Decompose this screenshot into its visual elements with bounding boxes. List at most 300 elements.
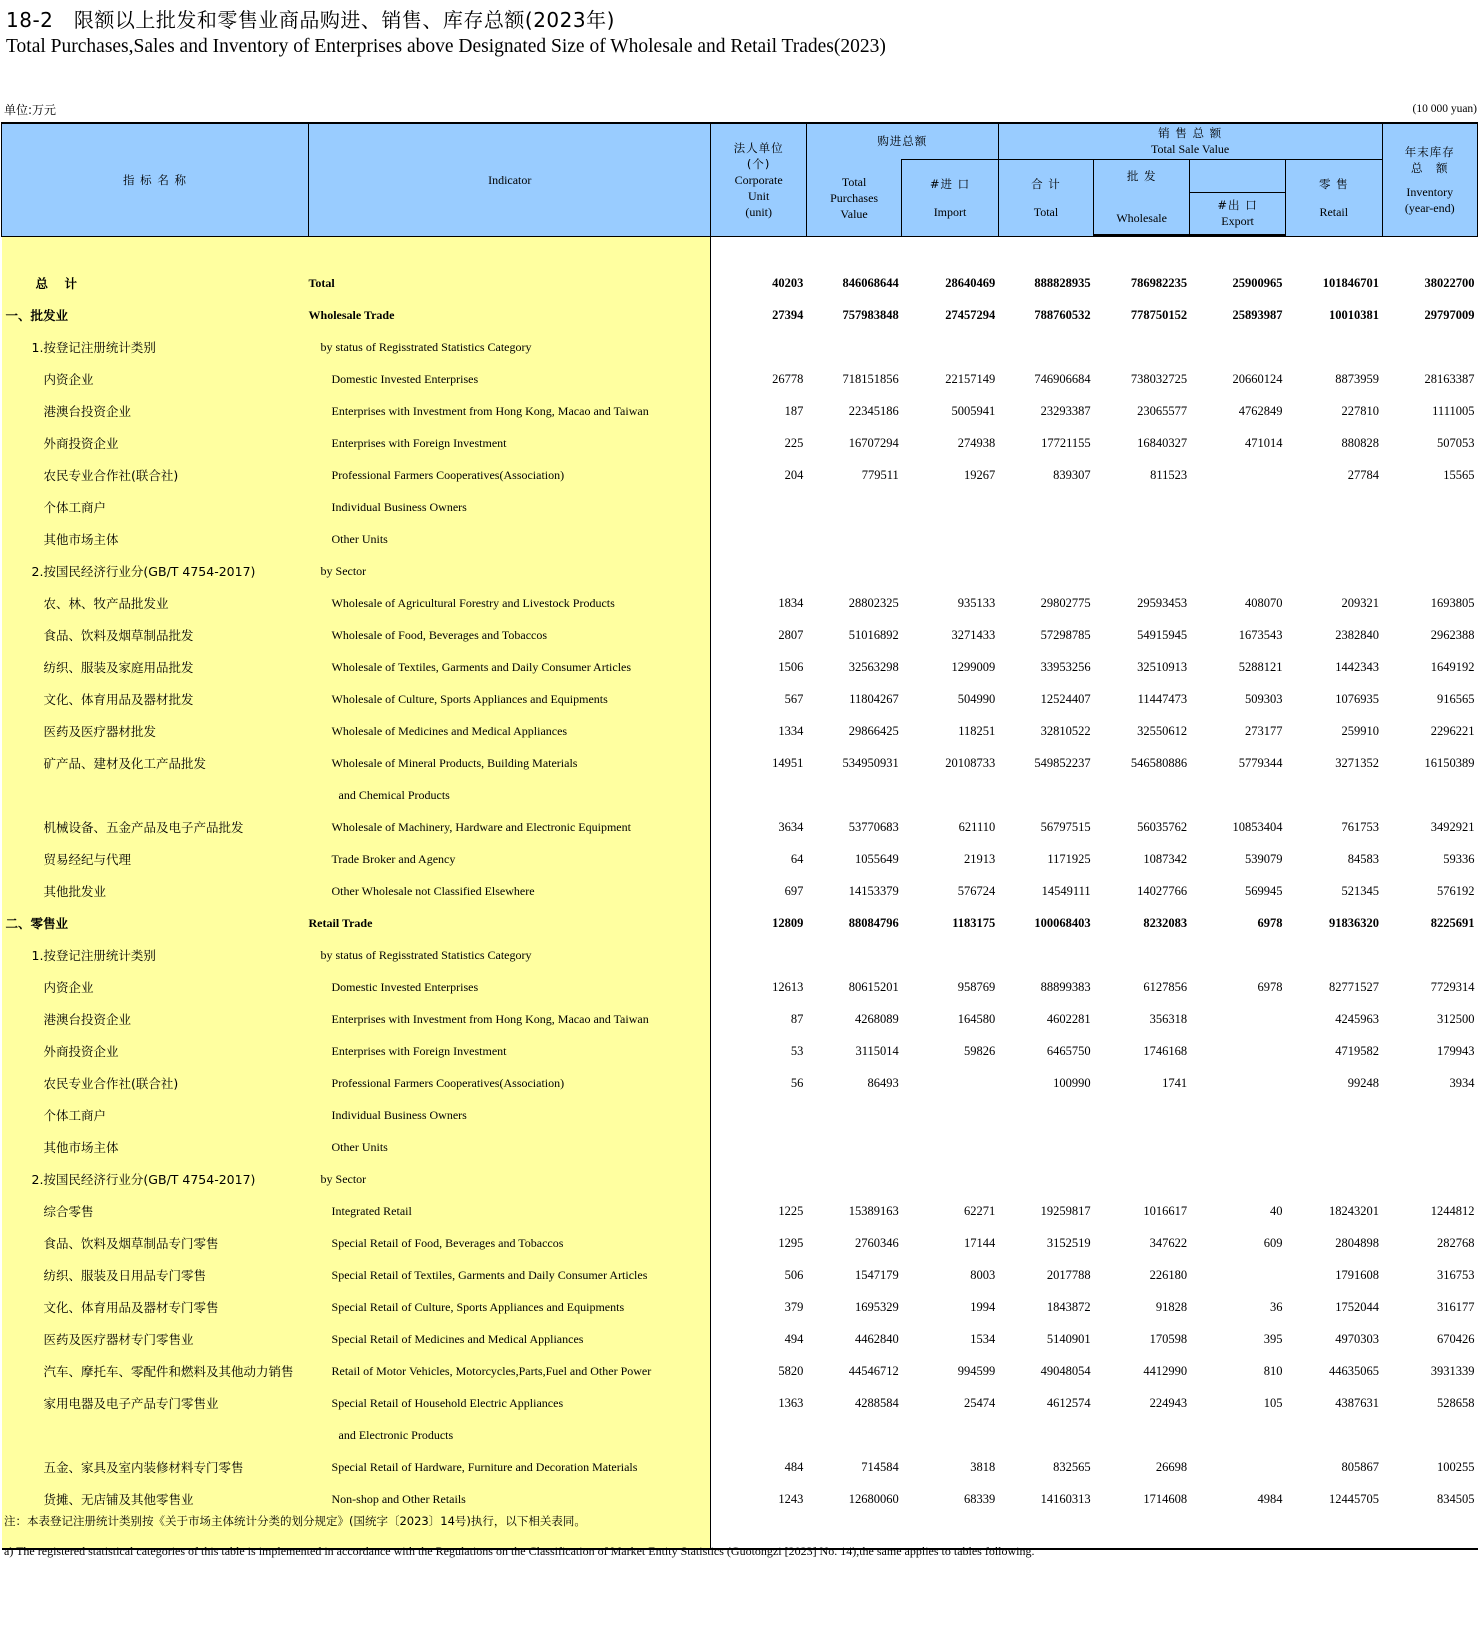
inventory-cell: 2962388 xyxy=(1430,627,1475,642)
inventory-cell: 3492921 xyxy=(1430,819,1475,834)
purchases-cell: 88084796 xyxy=(848,915,899,930)
import-cell: 994599 xyxy=(957,1363,996,1378)
row-label-cn: 内资企业 xyxy=(2,971,309,1003)
table-row xyxy=(2,491,1478,523)
inventory-cell xyxy=(1382,1131,1477,1163)
sales-total-cell: 19259817 xyxy=(1040,1203,1091,1218)
table-row xyxy=(2,715,1478,747)
wholesale-cell: 32550612 xyxy=(1137,723,1188,738)
purchases-cell: 1695329 xyxy=(855,1299,899,1314)
table-row xyxy=(2,651,1478,683)
table-row xyxy=(2,1003,1478,1035)
corporate-unit-cell: 1225 xyxy=(778,1203,804,1218)
import-cell xyxy=(902,939,998,971)
purchases-cell: 80615201 xyxy=(848,979,899,994)
inventory-cell: 100255 xyxy=(1437,1459,1475,1474)
header-wholesale-en: Wholesale xyxy=(1094,192,1189,235)
row-label-cn: 食品、饮料及烟草制品专门零售 xyxy=(2,1227,309,1259)
import-cell: 8003 xyxy=(970,1267,996,1282)
wholesale-cell xyxy=(1094,1419,1190,1451)
table-row xyxy=(2,875,1478,907)
export-cell xyxy=(1190,1163,1285,1195)
row-label-cn: 个体工商户 xyxy=(2,491,309,523)
import-cell: 164580 xyxy=(957,1011,996,1026)
export-cell: 5288121 xyxy=(1238,659,1283,674)
row-label-en: by Sector xyxy=(309,555,711,587)
import-cell xyxy=(902,523,998,555)
corporate-unit-cell: 1295 xyxy=(778,1235,804,1250)
export-cell xyxy=(1190,1419,1285,1451)
wholesale-cell: 23065577 xyxy=(1137,403,1188,418)
row-label-cn: 医药及医疗器材专门零售业 xyxy=(2,1323,309,1355)
wholesale-cell: 14027766 xyxy=(1137,883,1188,898)
table-row xyxy=(2,395,1478,427)
inventory-cell: 507053 xyxy=(1437,435,1475,450)
purchases-cell: 779511 xyxy=(861,467,899,482)
header-sales-total: 合 计 Total xyxy=(998,159,1093,237)
export-cell xyxy=(1190,331,1285,363)
statistics-table xyxy=(1,122,1478,1550)
export-cell: 408070 xyxy=(1245,595,1283,610)
row-label-en: Wholesale of Food, Beverages and Tobaccos xyxy=(309,619,711,651)
row-label-cn: 1.按登记注册统计类别 xyxy=(2,939,309,971)
export-cell xyxy=(1190,1035,1285,1067)
inventory-cell xyxy=(1382,1419,1477,1451)
wholesale-cell xyxy=(1094,331,1190,363)
wholesale-cell: 170598 xyxy=(1149,1331,1188,1346)
row-label-cn: 外商投资企业 xyxy=(2,1035,309,1067)
table-row xyxy=(2,523,1478,555)
import-cell xyxy=(902,555,998,587)
retail-cell: 27784 xyxy=(1347,467,1380,482)
retail-cell: 4970303 xyxy=(1335,1331,1380,1346)
header-inventory: 年末库存 总 额 Inventory (year-end) xyxy=(1382,123,1477,237)
row-label-cn: 农、林、牧产品批发业 xyxy=(2,587,309,619)
inventory-cell xyxy=(1382,1163,1477,1195)
import-cell: 25474 xyxy=(964,1395,996,1410)
row-label-cn: 农民专业合作社(联合社) xyxy=(2,1067,309,1099)
purchases-cell xyxy=(806,779,901,811)
header-corporate-unit: 法人单位 (个) Corporate Unit (unit) xyxy=(711,123,806,237)
wholesale-cell: 4412990 xyxy=(1143,1363,1188,1378)
table-row xyxy=(2,459,1478,491)
inventory-cell: 59336 xyxy=(1443,851,1475,866)
purchases-cell xyxy=(806,491,901,523)
import-cell: 68339 xyxy=(964,1491,996,1506)
table-row xyxy=(2,683,1478,715)
inventory-cell: 316753 xyxy=(1437,1267,1475,1282)
table-body xyxy=(2,237,1478,1550)
sales-total-cell: 23293387 xyxy=(1040,403,1091,418)
inventory-cell: 29797009 xyxy=(1424,307,1475,322)
inventory-cell: 1244812 xyxy=(1430,1203,1475,1218)
wholesale-cell xyxy=(1094,555,1190,587)
corporate-unit-cell: 1363 xyxy=(778,1395,804,1410)
row-label-cn: 贸易经纪与代理 xyxy=(2,843,309,875)
retail-cell: 82771527 xyxy=(1329,979,1380,994)
row-label-cn: 总 计 xyxy=(2,267,309,299)
footnote-chinese: 注：本表登记注册统计类别按《关于市场主体统计分类的划分规定》(国统字〔2023〕14号)执行，以下相关表同。 xyxy=(4,1514,586,1528)
table-row xyxy=(2,747,1478,779)
purchases-cell: 12680060 xyxy=(848,1491,899,1506)
export-cell xyxy=(1190,779,1285,811)
table-row xyxy=(2,267,1478,299)
row-label-cn: 医药及医疗器材批发 xyxy=(2,715,309,747)
export-cell: 5779344 xyxy=(1238,755,1283,770)
import-cell: 935133 xyxy=(957,595,996,610)
purchases-cell: 22345186 xyxy=(848,403,899,418)
inventory-cell: 834505 xyxy=(1437,1491,1475,1506)
table-row xyxy=(2,1483,1478,1515)
table-row xyxy=(2,939,1478,971)
sales-total-cell xyxy=(998,1163,1093,1195)
import-cell xyxy=(902,1419,998,1451)
wholesale-cell: 1746168 xyxy=(1143,1043,1188,1058)
row-label-cn: 内资企业 xyxy=(2,363,309,395)
sales-total-cell xyxy=(998,1131,1093,1163)
retail-cell xyxy=(1286,523,1382,555)
purchases-cell: 1055649 xyxy=(855,851,899,866)
import-cell: 504990 xyxy=(957,691,996,706)
retail-cell: 805867 xyxy=(1341,1459,1380,1474)
table-row xyxy=(2,331,1478,363)
purchases-cell: 86493 xyxy=(867,1075,899,1090)
row-label-cn: 2.按国民经济行业分(GB/T 4754-2017) xyxy=(2,1163,309,1195)
wholesale-cell: 1087342 xyxy=(1143,851,1188,866)
row-label-en: by status of Regisstrated Statistics Category xyxy=(309,939,711,971)
sales-total-cell: 29802775 xyxy=(1040,595,1091,610)
table-row xyxy=(2,1131,1478,1163)
export-cell: 25893987 xyxy=(1232,307,1283,322)
corporate-unit-cell xyxy=(711,331,806,363)
export-cell: 6978 xyxy=(1257,979,1283,994)
corporate-unit-cell: 494 xyxy=(784,1331,804,1346)
retail-cell: 10010381 xyxy=(1329,307,1380,322)
wholesale-cell: 1016617 xyxy=(1143,1203,1188,1218)
wholesale-cell: 16840327 xyxy=(1137,435,1188,450)
wholesale-cell: 356318 xyxy=(1149,1011,1188,1026)
row-label-cn: 汽车、摩托车、零配件和燃料及其他动力销售 xyxy=(2,1355,309,1387)
row-label-en: Other Units xyxy=(309,523,711,555)
corporate-unit-cell: 12613 xyxy=(772,979,804,994)
sales-total-cell xyxy=(998,331,1093,363)
table-row xyxy=(2,299,1478,331)
table-row xyxy=(2,1163,1478,1195)
export-cell: 36 xyxy=(1270,1299,1283,1314)
retail-cell xyxy=(1286,555,1382,587)
import-cell: 1299009 xyxy=(951,659,996,674)
row-label-en: Trade Broker and Agency xyxy=(309,843,711,875)
sales-total-cell: 3152519 xyxy=(1046,1235,1091,1250)
row-label-cn: 港澳台投资企业 xyxy=(2,395,309,427)
purchases-cell: 14153379 xyxy=(848,883,899,898)
import-cell: 19267 xyxy=(964,467,996,482)
unit-label-chinese: 单位:万元 xyxy=(4,103,57,117)
sales-total-cell: 1843872 xyxy=(1046,1299,1091,1314)
corporate-unit-cell: 379 xyxy=(784,1299,804,1314)
row-label-cn: 农民专业合作社(联合社) xyxy=(2,459,309,491)
import-cell: 3271433 xyxy=(951,627,996,642)
row-label-cn: 五金、家具及室内装修材料专门零售 xyxy=(2,1451,309,1483)
table-row xyxy=(2,427,1478,459)
corporate-unit-cell xyxy=(711,779,806,811)
sales-total-cell xyxy=(998,939,1093,971)
import-cell: 5005941 xyxy=(951,403,996,418)
corporate-unit-cell: 14951 xyxy=(772,755,804,770)
sales-total-cell: 6465750 xyxy=(1046,1043,1091,1058)
row-label-en: Non-shop and Other Retails xyxy=(309,1483,711,1515)
inventory-cell: 282768 xyxy=(1437,1235,1475,1250)
wholesale-cell xyxy=(1094,1131,1190,1163)
corporate-unit-cell xyxy=(711,1131,806,1163)
retail-cell: 1791608 xyxy=(1335,1267,1380,1282)
corporate-unit-cell: 225 xyxy=(784,435,804,450)
corporate-unit-cell: 1243 xyxy=(778,1491,804,1506)
wholesale-cell xyxy=(1094,491,1190,523)
inventory-cell: 7729314 xyxy=(1430,979,1475,994)
retail-cell: 8873959 xyxy=(1335,371,1380,386)
purchases-cell: 11804267 xyxy=(849,691,899,706)
retail-cell: 259910 xyxy=(1341,723,1380,738)
export-cell: 395 xyxy=(1263,1331,1283,1346)
import-cell: 17144 xyxy=(964,1235,996,1250)
row-label-cn: 2.按国民经济行业分(GB/T 4754-2017) xyxy=(2,555,309,587)
table-row xyxy=(2,1419,1478,1451)
wholesale-cell xyxy=(1094,1163,1190,1195)
sales-total-cell: 4602281 xyxy=(1046,1011,1091,1026)
export-cell: 569945 xyxy=(1245,883,1283,898)
row-label-en: Other Wholesale not Classified Elsewhere xyxy=(309,875,711,907)
wholesale-cell xyxy=(1094,779,1190,811)
table-row xyxy=(2,1323,1478,1355)
row-label-en: Individual Business Owners xyxy=(309,491,711,523)
corporate-unit-cell: 697 xyxy=(784,883,804,898)
inventory-cell: 316177 xyxy=(1437,1299,1475,1314)
wholesale-cell: 811523 xyxy=(1150,467,1188,482)
footnote-english: a) The registered statistical categories of this table is implemented in accordance with the Regulations on the Classification of Market Entity Statistics (Guotongzi [2023] No. 14),the same applies to tables following. xyxy=(4,1544,1035,1558)
row-label-cn: 机械设备、五金产品及电子产品批发 xyxy=(2,811,309,843)
table-row xyxy=(2,1291,1478,1323)
row-label-cn: 文化、体育用品及器材批发 xyxy=(2,683,309,715)
row-label-cn: 矿产品、建材及化工产品批发 xyxy=(2,747,309,779)
inventory-cell: 576192 xyxy=(1437,883,1475,898)
corporate-unit-cell xyxy=(711,939,806,971)
wholesale-cell: 56035762 xyxy=(1137,819,1188,834)
export-cell xyxy=(1190,1259,1285,1291)
table-row xyxy=(2,1451,1478,1483)
export-cell xyxy=(1190,1003,1285,1035)
export-cell xyxy=(1190,1451,1285,1483)
purchases-cell: 2760346 xyxy=(855,1235,899,1250)
inventory-cell: 8225691 xyxy=(1430,915,1475,930)
sales-total-cell: 4612574 xyxy=(1046,1395,1091,1410)
retail-cell: 2804898 xyxy=(1335,1235,1380,1250)
export-cell xyxy=(1190,491,1285,523)
row-label-cn: 一、批发业 xyxy=(2,299,309,331)
corporate-unit-cell: 12809 xyxy=(772,915,804,930)
retail-cell: 84583 xyxy=(1347,851,1380,866)
import-cell: 958769 xyxy=(957,979,996,994)
sales-total-cell: 14160313 xyxy=(1040,1491,1091,1506)
purchases-cell: 3115014 xyxy=(855,1043,899,1058)
row-label-en: Domestic Invested Enterprises xyxy=(309,363,711,395)
retail-cell: 1442343 xyxy=(1335,659,1380,674)
import-cell: 62271 xyxy=(964,1203,996,1218)
purchases-cell: 846068644 xyxy=(842,275,899,290)
row-label-cn: 文化、体育用品及器材专门零售 xyxy=(2,1291,309,1323)
retail-cell xyxy=(1286,779,1382,811)
import-cell: 3818 xyxy=(970,1459,996,1474)
inventory-cell: 179943 xyxy=(1437,1043,1475,1058)
export-cell: 6978 xyxy=(1257,915,1283,930)
sales-total-cell xyxy=(998,555,1093,587)
inventory-cell: 1111005 xyxy=(1432,403,1475,418)
wholesale-cell: 347622 xyxy=(1149,1235,1188,1250)
export-cell: 40 xyxy=(1270,1203,1283,1218)
import-cell: 59826 xyxy=(964,1043,996,1058)
row-label-en: Enterprises with Foreign Investment xyxy=(309,427,711,459)
corporate-unit-cell: 484 xyxy=(784,1459,804,1474)
import-cell: 1183175 xyxy=(952,915,996,930)
wholesale-cell: 546580886 xyxy=(1130,755,1188,770)
row-label-en: Special Retail of Food, Beverages and Tobaccos xyxy=(309,1227,711,1259)
corporate-unit-cell: 1334 xyxy=(778,723,804,738)
corporate-unit-cell xyxy=(711,523,806,555)
retail-cell: 99248 xyxy=(1347,1075,1380,1090)
purchases-cell: 32563298 xyxy=(848,659,899,674)
wholesale-cell: 786982235 xyxy=(1130,275,1188,290)
wholesale-cell: 226180 xyxy=(1149,1267,1188,1282)
row-label-en: Domestic Invested Enterprises xyxy=(309,971,711,1003)
inventory-cell xyxy=(1382,555,1477,587)
purchases-cell: 15389163 xyxy=(848,1203,899,1218)
row-label-en: Enterprises with Foreign Investment xyxy=(309,1035,711,1067)
inventory-cell: 1693805 xyxy=(1430,595,1475,610)
sales-total-cell xyxy=(998,491,1093,523)
retail-cell xyxy=(1286,331,1382,363)
row-label-cn: 纺织、服装及日用品专门零售 xyxy=(2,1259,309,1291)
row-label-cn xyxy=(2,779,309,811)
wholesale-cell: 738032725 xyxy=(1130,371,1188,386)
sales-total-cell: 14549111 xyxy=(1041,883,1091,898)
row-label-en: Wholesale of Mineral Products, Building Materials xyxy=(309,747,711,779)
export-cell xyxy=(1190,1067,1285,1099)
retail-cell xyxy=(1286,1163,1382,1195)
header-wholesale: 批 发 xyxy=(1094,160,1189,193)
retail-cell xyxy=(1286,1131,1382,1163)
sales-total-cell: 746906684 xyxy=(1034,371,1091,386)
inventory-cell: 312500 xyxy=(1437,1011,1475,1026)
corporate-unit-cell: 2807 xyxy=(778,627,804,642)
corporate-unit-cell xyxy=(711,555,806,587)
row-label-en: Special Retail of Textiles, Garments and Daily Consumer Articles xyxy=(309,1259,711,1291)
inventory-cell xyxy=(1382,331,1477,363)
table-row xyxy=(2,1195,1478,1227)
wholesale-cell: 11447473 xyxy=(1137,691,1188,706)
export-cell xyxy=(1190,555,1285,587)
sales-total-cell: 17721155 xyxy=(1041,435,1091,450)
header-indicator-cn: 指 标 名 称 xyxy=(2,123,309,237)
retail-cell: 227810 xyxy=(1341,403,1380,418)
export-cell: 20660124 xyxy=(1232,371,1283,386)
row-label-cn: 其他市场主体 xyxy=(2,523,309,555)
import-cell: 621110 xyxy=(958,819,996,834)
export-cell: 471014 xyxy=(1245,435,1283,450)
sales-total-cell: 100990 xyxy=(1053,1075,1091,1090)
header-wholesale-group xyxy=(1094,159,1286,237)
sales-total-cell: 832565 xyxy=(1053,1459,1091,1474)
corporate-unit-cell xyxy=(711,491,806,523)
inventory-cell xyxy=(1382,939,1477,971)
retail-cell: 2382840 xyxy=(1335,627,1380,642)
page-title-chinese: 18-2 限额以上批发和零售业商品购进、销售、库存总额(2023年) xyxy=(6,8,615,32)
import-cell: 27457294 xyxy=(945,307,996,322)
import-cell: 28640469 xyxy=(945,275,996,290)
corporate-unit-cell: 87 xyxy=(790,1011,804,1026)
row-label-en: Special Retail of Household Electric Appliances xyxy=(309,1387,711,1419)
export-cell: 509303 xyxy=(1245,691,1283,706)
purchases-cell xyxy=(806,1163,901,1195)
purchases-cell xyxy=(806,939,901,971)
wholesale-cell xyxy=(1094,1099,1190,1131)
import-cell: 21913 xyxy=(964,851,996,866)
row-label-en: Wholesale of Culture, Sports Appliances and Equipments xyxy=(309,683,711,715)
inventory-cell: 16150389 xyxy=(1424,755,1475,770)
export-cell: 609 xyxy=(1263,1235,1283,1250)
sales-total-cell: 2017788 xyxy=(1046,1267,1091,1282)
purchases-cell: 757983848 xyxy=(842,307,899,322)
retail-cell: 4387631 xyxy=(1335,1395,1380,1410)
table-row xyxy=(2,1035,1478,1067)
inventory-cell xyxy=(1382,491,1477,523)
row-label-en: Wholesale of Agricultural Forestry and Livestock Products xyxy=(309,587,711,619)
row-label-en: Total xyxy=(309,267,711,299)
wholesale-cell: 8232083 xyxy=(1143,915,1188,930)
retail-cell xyxy=(1286,1419,1382,1451)
purchases-cell: 28802325 xyxy=(848,595,899,610)
unit-label-english: (10 000 yuan) xyxy=(1412,103,1477,115)
sales-total-cell: 1171925 xyxy=(1047,851,1091,866)
retail-cell: 880828 xyxy=(1341,435,1380,450)
row-label-cn: 货摊、无店铺及其他零售业 xyxy=(2,1483,309,1515)
import-cell xyxy=(902,779,998,811)
table-row xyxy=(2,1259,1478,1291)
corporate-unit-cell: 26778 xyxy=(772,371,804,386)
page-title-english: Total Purchases,Sales and Inventory of Enterprises above Designated Size of Wholesale and Retail Trades(2023) xyxy=(6,36,886,57)
retail-cell: 209321 xyxy=(1341,595,1380,610)
wholesale-cell: 6127856 xyxy=(1143,979,1188,994)
spacer-row xyxy=(2,237,1478,268)
row-label-en: Integrated Retail xyxy=(309,1195,711,1227)
wholesale-cell: 1714608 xyxy=(1143,1491,1188,1506)
table-row xyxy=(2,1355,1478,1387)
sales-total-cell: 57298785 xyxy=(1040,627,1091,642)
sales-total-cell: 12524407 xyxy=(1040,691,1091,706)
export-cell: 810 xyxy=(1263,1363,1283,1378)
purchases-cell: 53770683 xyxy=(848,819,899,834)
retail-cell: 1752044 xyxy=(1335,1299,1380,1314)
retail-cell: 4245963 xyxy=(1335,1011,1380,1026)
purchases-cell xyxy=(806,523,901,555)
row-label-cn: 食品、饮料及烟草制品批发 xyxy=(2,619,309,651)
export-cell: 4984 xyxy=(1257,1491,1283,1506)
inventory-cell: 38022700 xyxy=(1424,275,1475,290)
retail-cell: 18243201 xyxy=(1329,1203,1380,1218)
retail-cell: 3271352 xyxy=(1335,755,1380,770)
inventory-cell: 15565 xyxy=(1443,467,1475,482)
row-label-en: Wholesale of Textiles, Garments and Daily Consumer Articles xyxy=(309,651,711,683)
sales-total-cell: 788760532 xyxy=(1034,307,1091,322)
